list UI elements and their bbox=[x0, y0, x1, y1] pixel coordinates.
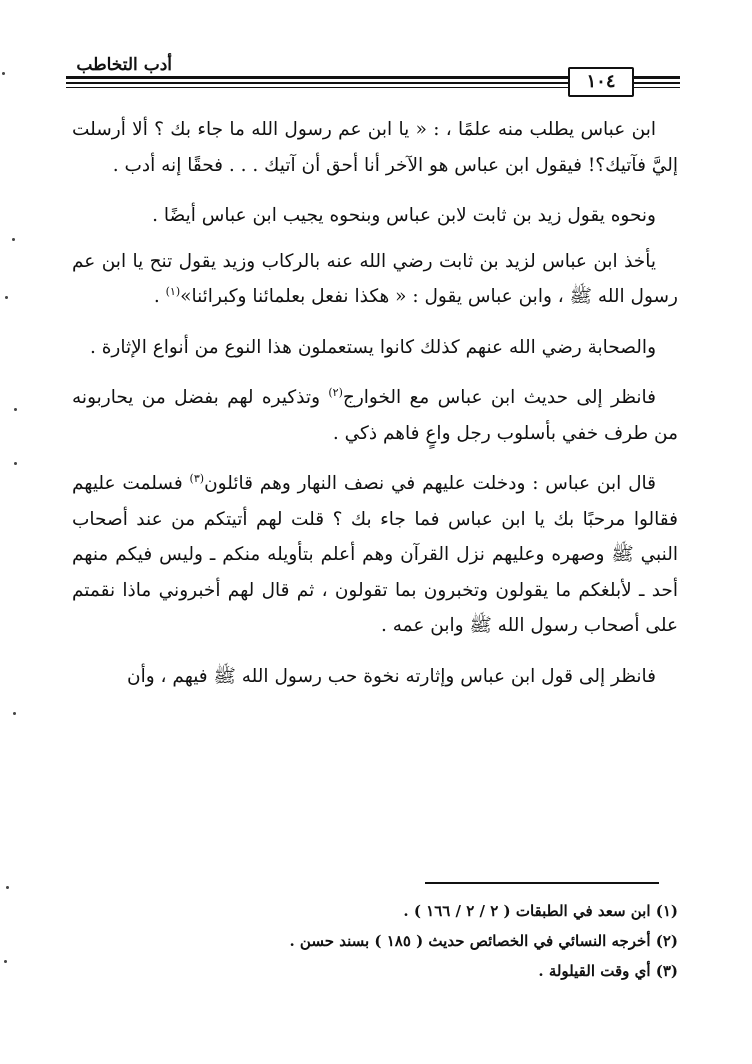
footnotes bbox=[72, 896, 678, 986]
paragraph bbox=[72, 659, 678, 695]
footnote-ref: (٢) bbox=[328, 385, 343, 399]
paragraph-text: فانظر إلى حديث ابن عباس مع الخوارج bbox=[342, 387, 657, 408]
paragraph-text: وتذكيره لهم بفضل من يحاربونه من طرف خفي بأسلوب رجل واعٍ فاهم ذكي . bbox=[72, 387, 678, 444]
paragraph bbox=[72, 330, 678, 366]
footnote: (٢) أخرجه النسائي في الخصائص حديث ( ١٨٥ ) بسند حسن . bbox=[289, 932, 678, 950]
footnote: (١) ابن سعد في الطبقات ( ٢ / ٢ / ١٦٦ ) . bbox=[403, 902, 678, 920]
paragraph-text: فسلمت عليهم فقالوا مرحبًا بك يا ابن عباس فما جاء بك ؟ قلت لهم أتيتكم من عند أصحاب النبي ﷺ وصهره وعليهم نزل القرآن وهم أعلم بتأويله منكم ـ وليس فيكم منهم أحد ـ لأبلغكم ما يقولون وتخبرون بما تقولون ، ثم قال لهم أخبروني ماذا نقمتم على أصحاب رسول الله ﷺ وابن عمه . bbox=[72, 473, 678, 636]
paragraph-text: ابن عباس يطلب منه علمًا ، : « يا ابن عم رسول الله ما جاء بك ؟ ألا أرسلت إليَّ فآتيك؟! فيقول ابن عباس هو الآخر أنا أحق أن آتيك . . . فحقًا إنه أدب . bbox=[72, 119, 678, 176]
paragraph-text: والصحابة رضي الله عنهم كذلك كانوا يستعملون هذا النوع من أنواع الإثارة . bbox=[89, 336, 656, 358]
paragraph-text: قال ابن عباس : ودخلت عليهم في نصف النهار وهم قائلون bbox=[204, 473, 656, 494]
footnote-ref: (١) bbox=[165, 284, 181, 298]
footnote: (٣) أي وقت القيلولة . bbox=[538, 962, 678, 980]
paragraph-text: . bbox=[153, 286, 166, 307]
main-text bbox=[72, 112, 678, 709]
scan-speck bbox=[14, 408, 17, 411]
scan-speck bbox=[13, 712, 16, 715]
scan-speck bbox=[2, 72, 5, 75]
paragraph-text: فانظر إلى قول ابن عباس وإثارته نخوة حب رسول الله ﷺ فيهم ، وأن bbox=[126, 665, 656, 687]
scan-speck bbox=[12, 238, 15, 241]
paragraph bbox=[72, 112, 678, 183]
footnote-ref: (٣) bbox=[189, 471, 205, 485]
paragraph bbox=[72, 380, 678, 451]
paragraph bbox=[72, 198, 678, 234]
paragraph-text: يأخذ ابن عباس لزيد بن ثابت رضي الله عنه بالركاب وزيد يقول تنح يا ابن عم رسول الله ﷺ ، وابن عباس يقول : « هكذا نفعل بعلمائنا وكبرائنا» bbox=[72, 250, 678, 307]
footnote-separator bbox=[425, 882, 659, 884]
running-header-title: أدب التخاطب bbox=[76, 55, 172, 75]
scan-speck bbox=[5, 296, 8, 299]
page-number: ١٠٤ bbox=[568, 67, 634, 97]
scan-speck bbox=[6, 886, 9, 889]
paragraph bbox=[72, 244, 678, 315]
paragraph bbox=[72, 466, 678, 644]
paragraph-text: ونحوه يقول زيد بن ثابت لابن عباس وبنحوه يجيب ابن عباس أيضًا . bbox=[152, 205, 656, 226]
scan-speck bbox=[14, 462, 17, 465]
scan-speck bbox=[4, 960, 7, 963]
